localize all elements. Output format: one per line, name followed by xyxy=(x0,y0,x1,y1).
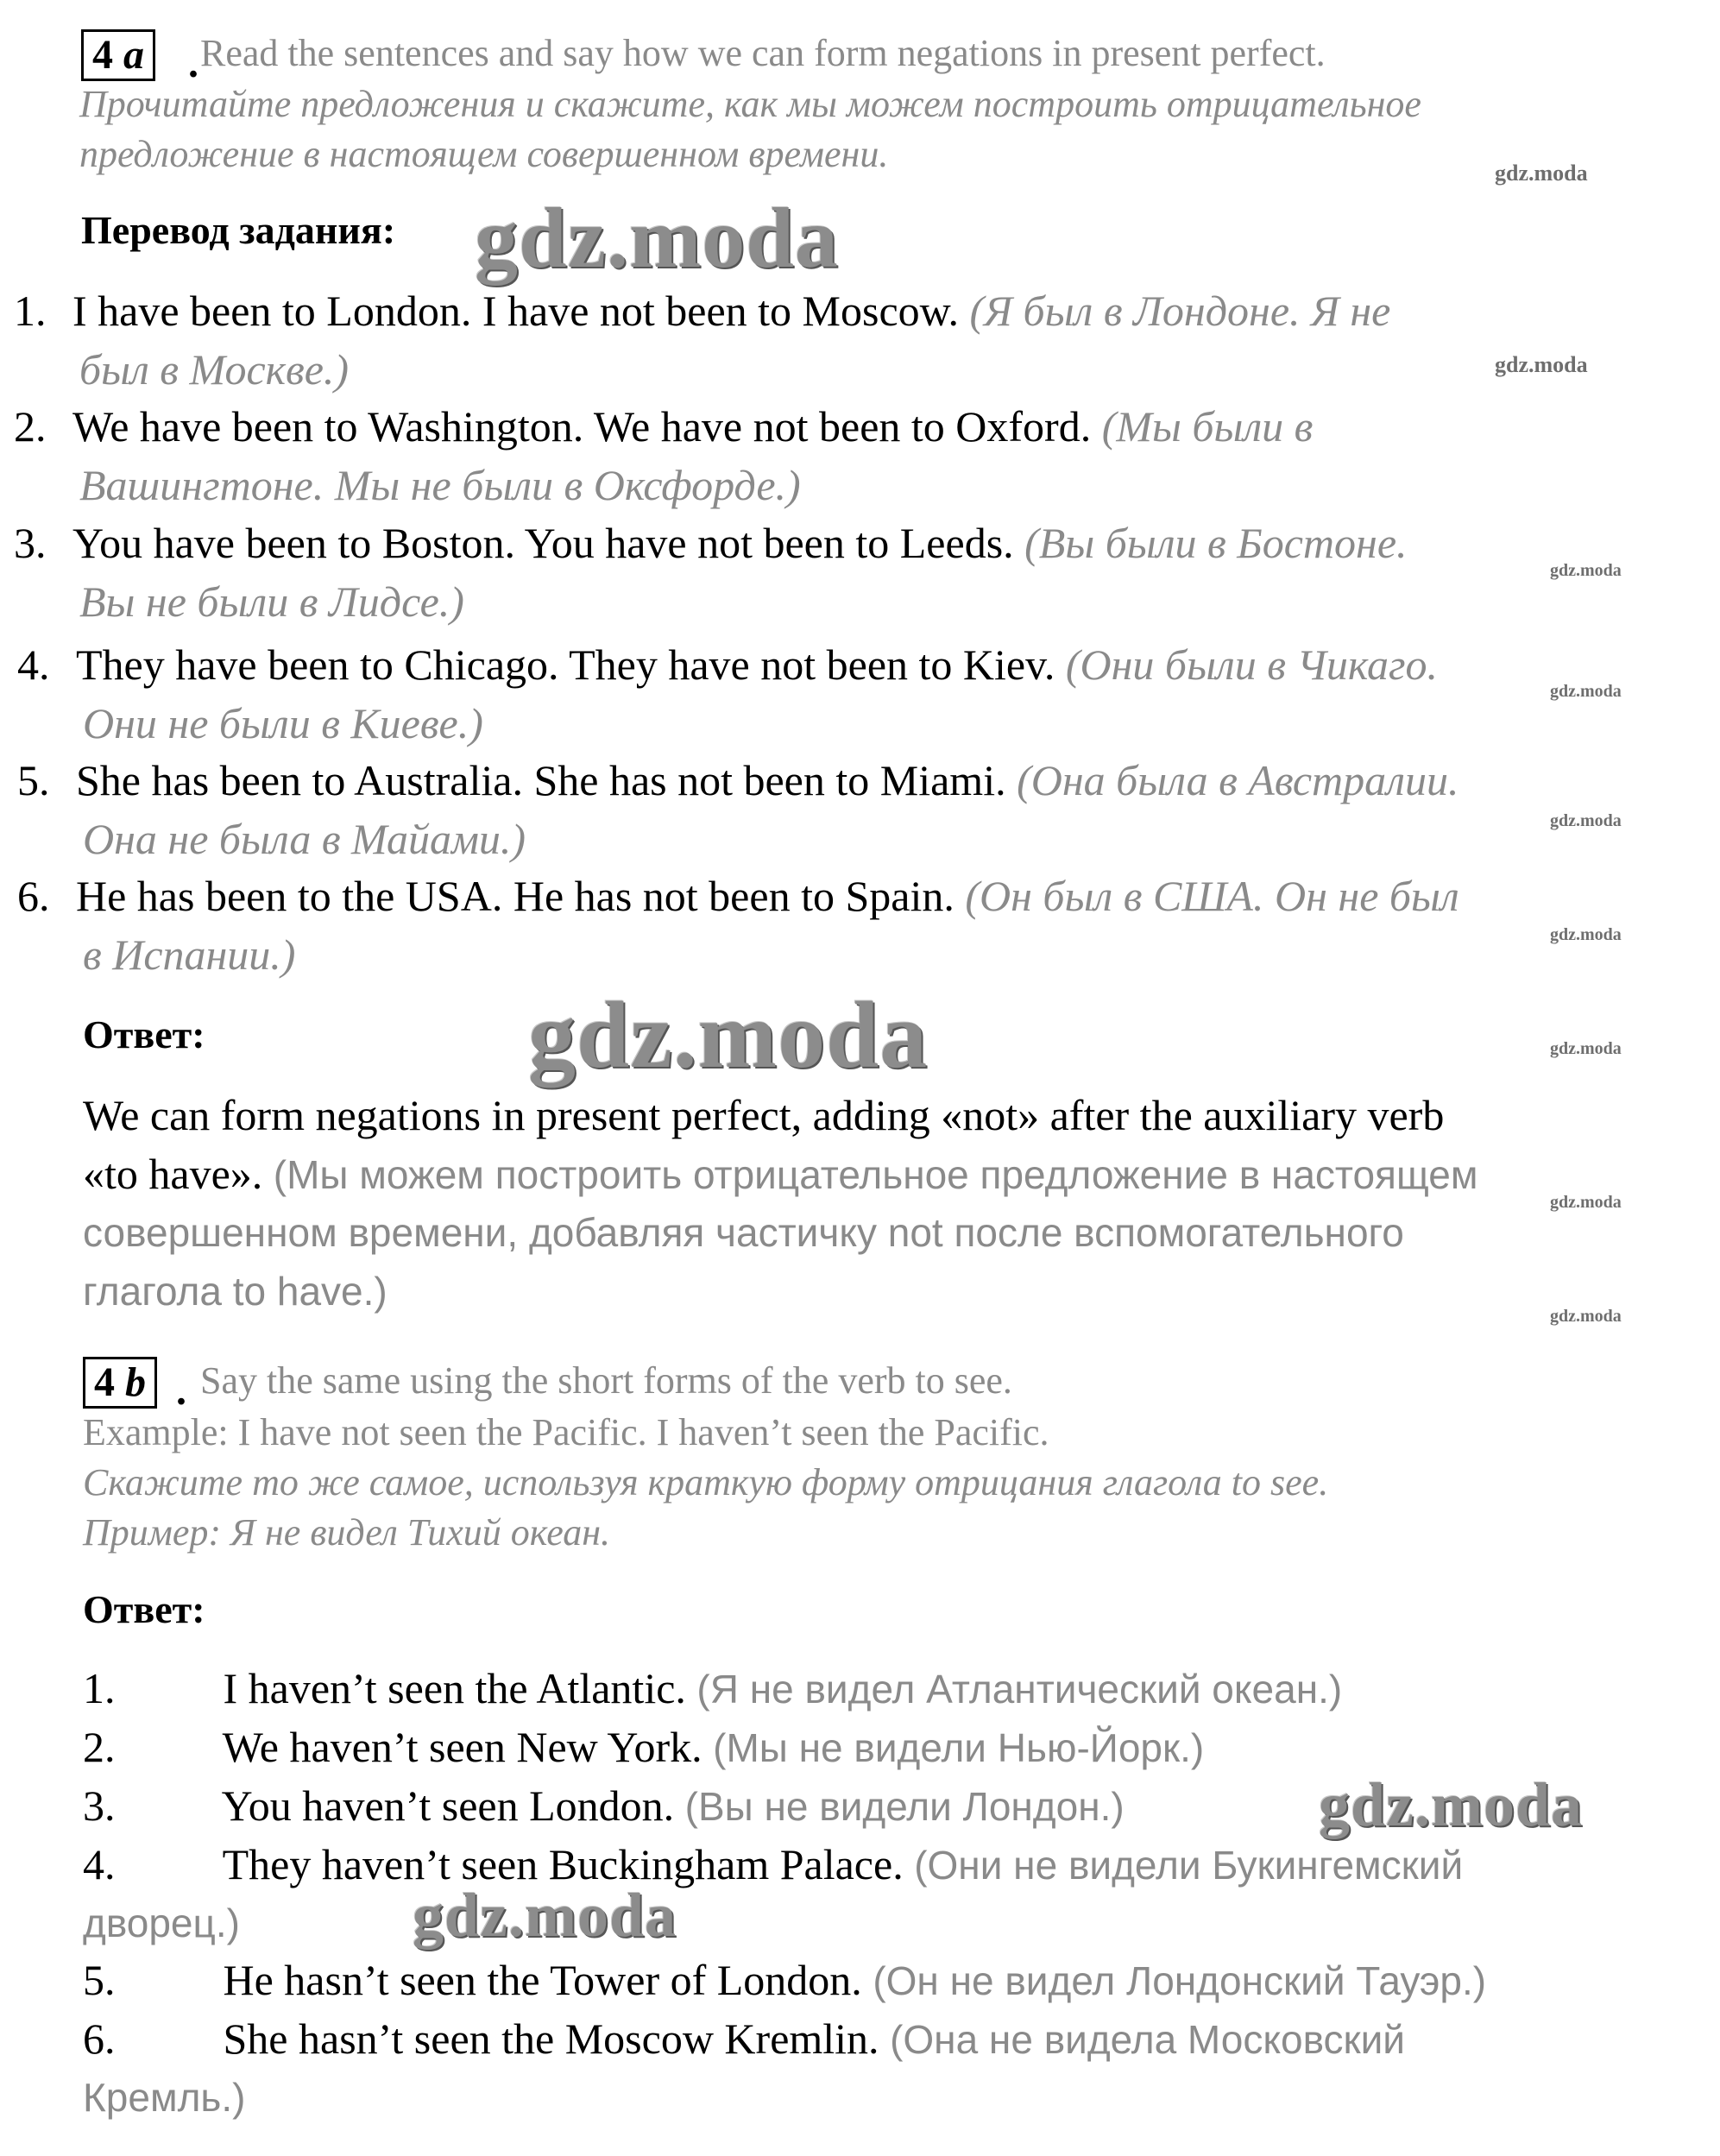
task-a-instruction-ru-1: Прочитайте предложения и скажите, как мы можем построить отрицательное xyxy=(79,83,1421,125)
sentence-5-ru-cont: Она не была в Майами.) xyxy=(83,815,526,863)
answer-b-1 xyxy=(83,1662,1342,1715)
watermark-small: gdz.moda xyxy=(1495,161,1588,186)
sentence-ru: (Она была в Австралии. xyxy=(1017,756,1459,804)
sentence-en: She has been to Australia. She has not been to Miami. xyxy=(76,756,1006,804)
watermark-large: gdz.moda xyxy=(1319,1770,1584,1839)
answer-en: I haven’t seen the Atlantic. xyxy=(223,1664,686,1712)
sentence-ru: (Я был в Лондоне. Я не xyxy=(969,287,1391,335)
sentence-en: They have been to Chicago. They have not been to Kiev. xyxy=(76,640,1055,689)
answer-a-en-1: We can form negations in present perfect, adding «not» after the auxiliary verb xyxy=(83,1091,1445,1139)
sentence-ru: (Они были в Чикаго. xyxy=(1065,640,1439,689)
task-b-example-en: Example: I have not seen the Pacific. I haven’t seen the Pacific. xyxy=(83,1411,1049,1453)
task-b-instruction-en: Say the same using the short forms of the verb to see. xyxy=(200,1359,1012,1402)
answer-number: 6. xyxy=(83,2014,116,2063)
sentence-ru: (Мы были в xyxy=(1101,402,1314,451)
watermark-small: gdz.moda xyxy=(1550,1307,1622,1326)
sentence-5 xyxy=(17,754,1459,806)
sentence-number: 4. xyxy=(17,640,50,689)
sentence-3 xyxy=(14,517,1408,569)
task-a-badge-dot: . xyxy=(188,41,198,86)
answer-number: 1. xyxy=(83,1664,116,1712)
watermark-large: gdz.moda xyxy=(475,190,839,286)
sentence-number: 6. xyxy=(17,872,50,920)
answer-b-4 xyxy=(83,1838,1463,1891)
sentence-number: 1. xyxy=(14,287,47,335)
answer-ru: (Они не видели Букингемский xyxy=(914,1843,1464,1888)
sentence-en: I have been to London. I have not been to Moscow. xyxy=(72,287,960,335)
answer-b-3 xyxy=(83,1780,1125,1832)
sentence-number: 5. xyxy=(17,756,50,804)
task-a-badge xyxy=(81,29,155,81)
answer-en: She hasn’t seen the Moscow Kremlin. xyxy=(223,2014,879,2063)
watermark-small: gdz.moda xyxy=(1495,352,1588,377)
answer-number: 2. xyxy=(83,1723,116,1771)
task-b-example-ru: Пример: Я не видел Тихий океан. xyxy=(83,1511,611,1554)
task-b-number: 4 xyxy=(94,1359,115,1405)
answer-a-ru-1: (Мы можем построить отрицательное предложение в настоящем xyxy=(273,1152,1478,1197)
answer-en: You haven’t seen London. xyxy=(221,1781,675,1830)
answer-ru: (Он не видел Лондонский Тауэр.) xyxy=(873,1958,1487,2003)
sentence-3-ru-cont: Вы не были в Лидсе.) xyxy=(79,577,464,626)
answer-ru: (Вы не видели Лондон.) xyxy=(684,1784,1125,1829)
sentence-1 xyxy=(14,285,1390,337)
watermark-small: gdz.moda xyxy=(1550,811,1622,830)
sentence-2 xyxy=(14,400,1313,452)
sentence-en: He has been to the USA. He has not been to Spain. xyxy=(76,872,955,920)
answer-number: 4. xyxy=(83,1840,116,1888)
answer-en: They haven’t seen Buckingham Palace. xyxy=(222,1840,904,1888)
sentence-4 xyxy=(17,639,1438,690)
task-b-badge xyxy=(83,1357,157,1409)
answer-b-6 xyxy=(83,2013,1405,2065)
answer-b-2 xyxy=(83,1721,1204,1774)
watermark-small: gdz.moda xyxy=(1550,1039,1622,1058)
task-a-instruction-ru-2: предложение в настоящем совершенном времени. xyxy=(79,133,889,175)
sentence-en: We have been to Washington. We have not been to Oxford. xyxy=(72,402,1092,451)
sentence-1-ru-cont: был в Москве.) xyxy=(79,345,350,394)
task-a-instruction-en: Read the sentences and say how we can form negations in present perfect. xyxy=(200,32,1326,74)
answer-a-ru-3: глагола to have.) xyxy=(83,1269,387,1314)
answer-ru: (Она не видела Московский xyxy=(890,2017,1406,2062)
answer-a-ru-2: совершенном времени, добавляя частичку not после вспомогательного xyxy=(83,1210,1404,1255)
task-b-instruction-ru: Скажите то же самое, используя краткую форму отрицания глагола to see. xyxy=(83,1461,1329,1504)
answer-number: 3. xyxy=(83,1781,116,1830)
sentence-6 xyxy=(17,870,1459,922)
answer-ru: (Мы не видели Нью-Йорк.) xyxy=(713,1725,1205,1770)
answer-b-4-ru-cont: дворец.) xyxy=(83,1901,240,1945)
watermark-small: gdz.moda xyxy=(1550,682,1622,701)
task-b-letter: b xyxy=(125,1359,146,1405)
sentence-6-ru-cont: в Испании.) xyxy=(83,930,296,979)
answer-a-line-2 xyxy=(83,1148,1477,1201)
answer-number: 5. xyxy=(83,1956,116,2004)
translation-heading: Перевод задания: xyxy=(81,208,396,252)
task-b-badge-dot: . xyxy=(176,1368,186,1414)
task-a-letter: a xyxy=(123,32,144,78)
watermark-small: gdz.moda xyxy=(1550,1193,1622,1212)
watermark-large: gdz.moda xyxy=(413,1881,677,1950)
sentence-number: 3. xyxy=(14,519,47,567)
sentence-ru: (Вы были в Бостоне. xyxy=(1024,519,1408,567)
answer-b-5 xyxy=(83,1954,1486,2007)
answer-a-en-2: «to have». xyxy=(83,1150,263,1198)
sentence-2-ru-cont: Вашингтоне. Мы не были в Оксфорде.) xyxy=(79,461,801,509)
answer-b-6-ru-cont: Кремль.) xyxy=(83,2075,246,2120)
answer-b-heading: Ответ: xyxy=(83,1587,205,1631)
sentence-ru: (Он был в США. Он не был xyxy=(965,872,1459,920)
answer-ru: (Я не видел Атлантический океан.) xyxy=(696,1667,1343,1712)
sentence-4-ru-cont: Они не были в Киеве.) xyxy=(83,699,483,747)
answer-en: We haven’t seen New York. xyxy=(222,1723,702,1771)
watermark-small: gdz.moda xyxy=(1550,561,1622,580)
watermark-small: gdz.moda xyxy=(1550,925,1622,944)
task-a-number: 4 xyxy=(92,32,113,78)
sentence-number: 2. xyxy=(14,402,47,451)
sentence-en: You have been to Boston. You have not been to Leeds. xyxy=(72,519,1014,567)
watermark-large: gdz.moda xyxy=(528,982,929,1087)
answer-en: He hasn’t seen the Tower of London. xyxy=(223,1956,862,2004)
answer-a-heading: Ответ: xyxy=(83,1012,205,1056)
